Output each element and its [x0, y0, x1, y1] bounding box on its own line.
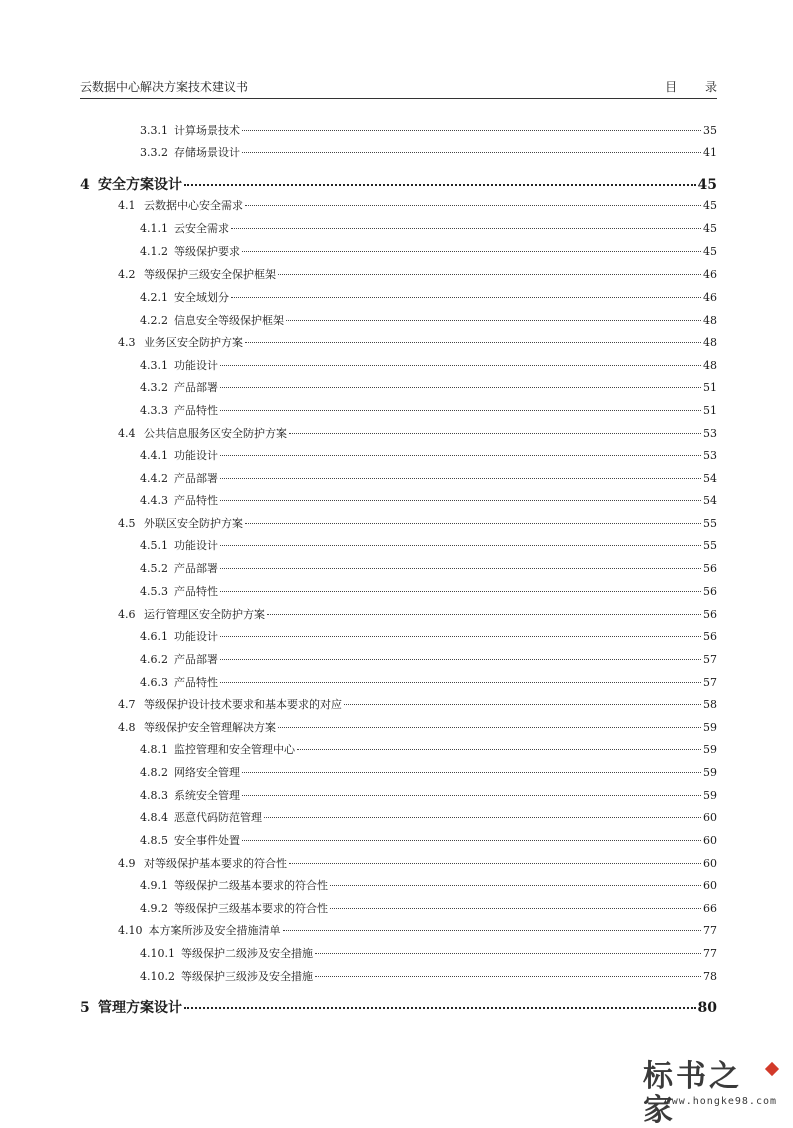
toc-entry-page: 48 — [703, 359, 717, 372]
toc-entry-page: 53 — [703, 427, 717, 440]
toc-dot-leader — [242, 130, 701, 131]
toc-entry-number: 4.8.4 — [140, 811, 168, 824]
toc-dot-leader — [297, 749, 701, 750]
toc-entry-number: 4.1 — [118, 199, 136, 212]
toc-entry-page: 54 — [703, 494, 717, 507]
toc-entry[interactable] — [140, 809, 717, 825]
toc-entry-number: 4.10 — [118, 924, 143, 937]
toc-dot-leader — [267, 614, 701, 615]
toc-entry-page: 48 — [703, 314, 717, 327]
toc-dot-leader — [220, 636, 701, 637]
toc-entry-number: 4.8.1 — [140, 743, 168, 756]
toc-entry-page: 55 — [703, 539, 717, 552]
toc-entry-title: 安全事件处置 — [174, 834, 240, 847]
toc-dot-leader — [231, 297, 701, 298]
toc-entry-title: 网络安全管理 — [174, 766, 240, 779]
toc-entry-title: 计算场景技术 — [174, 124, 240, 137]
toc-entry[interactable] — [140, 289, 717, 305]
toc-dot-leader — [330, 908, 701, 909]
toc-dot-leader — [283, 930, 702, 931]
toc-dot-leader — [242, 152, 701, 153]
toc-entry-page: 53 — [703, 449, 717, 462]
toc-entry-number: 4.6.3 — [140, 676, 168, 689]
toc-entry-page: 45 — [703, 245, 717, 258]
toc-entry-number: 4.1.2 — [140, 245, 168, 258]
toc-entry-page: 60 — [703, 811, 717, 824]
toc-entry[interactable] — [118, 855, 717, 871]
toc-entry-title: 公共信息服务区安全防护方案 — [144, 427, 287, 440]
toc-entry-number: 4 — [80, 177, 90, 193]
toc-entry-number: 4.6.2 — [140, 653, 168, 666]
toc-entry-title: 功能设计 — [174, 539, 218, 552]
toc-dot-leader — [231, 228, 701, 229]
toc-entry[interactable] — [118, 922, 717, 938]
toc-dot-leader — [184, 184, 696, 186]
toc-entry-title: 产品部署 — [174, 472, 218, 485]
toc-entry[interactable] — [140, 900, 717, 916]
toc-dot-leader — [220, 500, 701, 501]
toc-entry[interactable] — [140, 357, 717, 373]
toc-entry-page: 35 — [703, 124, 717, 137]
toc-entry-page: 41 — [703, 146, 717, 159]
toc-dot-leader — [184, 1007, 696, 1009]
toc-entry-number: 4.5.3 — [140, 585, 168, 598]
toc-entry-page: 77 — [703, 947, 717, 960]
toc-entry-title: 监控管理和安全管理中心 — [174, 743, 295, 756]
toc-dot-leader — [330, 885, 701, 886]
toc-entry-page: 60 — [703, 834, 717, 847]
toc-entry[interactable] — [140, 628, 717, 644]
toc-entry-title: 外联区安全防护方案 — [144, 517, 243, 530]
toc-entry[interactable] — [140, 741, 717, 757]
toc-entry-number: 4.7 — [118, 698, 136, 711]
toc-entry[interactable] — [140, 312, 717, 328]
toc-entry-number: 4.2 — [118, 268, 136, 281]
toc-dot-leader — [220, 478, 701, 479]
toc-entry-page: 57 — [703, 676, 717, 689]
toc-entry-title: 对等级保护基本要求的符合性 — [144, 857, 287, 870]
toc-entry[interactable] — [118, 334, 717, 350]
toc-dot-leader — [220, 387, 701, 388]
toc-dot-leader — [220, 410, 701, 411]
toc-entry-page: 55 — [703, 517, 717, 530]
toc-entry-page: 56 — [703, 630, 717, 643]
toc-entry-title: 等级保护三级安全保护框架 — [144, 268, 276, 281]
toc-entry-title: 本方案所涉及安全措施清单 — [148, 924, 281, 937]
toc-dot-leader — [245, 523, 701, 524]
toc-dot-leader — [242, 772, 701, 773]
toc-entry-title: 等级保护三级涉及安全措施 — [181, 970, 313, 983]
toc-entry-page: 60 — [703, 857, 717, 870]
toc-dot-leader — [220, 682, 701, 683]
toc-entry[interactable] — [140, 447, 717, 463]
toc-entry-title: 功能设计 — [174, 359, 218, 372]
toc-entry-number: 3.3.2 — [140, 146, 168, 159]
seal-icon — [765, 1062, 779, 1076]
toc-entry-number: 4.8 — [118, 721, 136, 734]
toc-dot-leader — [220, 659, 701, 660]
toc-entry-number: 4.2.2 — [140, 314, 168, 327]
toc-dot-leader — [245, 205, 701, 206]
toc-entry-title: 云数据中心安全需求 — [144, 199, 243, 212]
toc-entry[interactable] — [140, 243, 717, 259]
toc-entry-number: 5 — [80, 1000, 90, 1016]
toc-entry-number: 4.9 — [118, 857, 136, 870]
toc-entry-number: 4.8.2 — [140, 766, 168, 779]
toc-entry-number: 4.6 — [118, 608, 136, 621]
toc-entry-title: 产品部署 — [174, 381, 218, 394]
watermark-url: www.hongke98.com — [664, 1096, 777, 1107]
toc-entry-title: 功能设计 — [174, 449, 218, 462]
toc-entry-title: 功能设计 — [174, 630, 218, 643]
toc-entry-page: 59 — [703, 789, 717, 802]
toc-entry[interactable] — [140, 583, 717, 599]
toc-entry[interactable] — [118, 719, 717, 735]
toc-dot-leader — [286, 320, 701, 321]
toc-entry-number: 4.9.2 — [140, 902, 168, 915]
toc-dot-leader — [242, 840, 701, 841]
toc-entry-page: 78 — [703, 970, 717, 983]
toc-dot-leader — [315, 976, 701, 977]
toc-entry[interactable] — [140, 787, 717, 803]
toc-entry-number: 4.4.3 — [140, 494, 168, 507]
toc-entry-page: 45 — [703, 222, 717, 235]
toc-dot-leader — [278, 274, 701, 275]
toc-entry-page: 60 — [703, 879, 717, 892]
toc-entry-number: 4.6.1 — [140, 630, 168, 643]
toc-entry[interactable] — [140, 537, 717, 553]
toc-entry-page: 56 — [703, 562, 717, 575]
toc-entry-page: 56 — [703, 585, 717, 598]
toc-entry-title: 系统安全管理 — [174, 789, 240, 802]
toc-entry-page: 59 — [703, 766, 717, 779]
toc-entry-page: 46 — [703, 291, 717, 304]
document-title: 云数据中心解决方案技术建议书 — [80, 80, 249, 94]
toc-dot-leader — [220, 568, 701, 569]
toc-entry-page: 66 — [703, 902, 717, 915]
toc-entry[interactable] — [140, 492, 717, 508]
toc-dot-leader — [245, 342, 701, 343]
toc-entry-title: 运行管理区安全防护方案 — [144, 608, 265, 621]
toc-entry-number: 4.1.1 — [140, 222, 168, 235]
toc-entry-number: 4.5 — [118, 517, 136, 530]
watermark-logo — [643, 1059, 783, 1128]
toc-entry-title: 产品部署 — [174, 653, 218, 666]
toc-entry-number: 4.3 — [118, 336, 136, 349]
toc-entry-page: 58 — [703, 698, 717, 711]
toc-entry-title: 等级保护安全管理解决方案 — [144, 721, 276, 734]
toc-entry[interactable] — [118, 696, 717, 712]
toc-entry-number: 4.5.1 — [140, 539, 168, 552]
toc-dot-leader — [344, 704, 701, 705]
toc-dot-leader — [278, 727, 701, 728]
toc-entry-page: 54 — [703, 472, 717, 485]
toc-dot-leader — [264, 817, 701, 818]
toc-entry-page: 45 — [703, 199, 717, 212]
toc-entry[interactable] — [118, 197, 717, 213]
toc-entry-number: 4.2.1 — [140, 291, 168, 304]
toc-dot-leader — [289, 433, 701, 434]
toc-entry-title: 存储场景设计 — [174, 146, 240, 159]
toc-entry[interactable] — [118, 266, 717, 282]
toc-entry-number: 4.8.5 — [140, 834, 168, 847]
toc-entry[interactable] — [140, 968, 717, 984]
toc-entry[interactable] — [140, 402, 717, 418]
toc-entry[interactable] — [140, 122, 717, 138]
toc-dot-leader — [315, 953, 701, 954]
toc-entry-title: 管理方案设计 — [98, 1000, 182, 1016]
toc-entry-page: 57 — [703, 653, 717, 666]
toc-entry-title: 产品特性 — [174, 404, 218, 417]
toc-entry-title: 安全方案设计 — [98, 177, 182, 193]
toc-entry-page: 80 — [697, 1000, 717, 1016]
toc-entry-title: 等级保护二级基本要求的符合性 — [174, 879, 328, 892]
toc-entry-number: 4.3.2 — [140, 381, 168, 394]
toc-entry[interactable] — [140, 945, 717, 961]
toc-dot-leader — [220, 591, 701, 592]
toc-entry[interactable] — [140, 651, 717, 667]
toc-entry[interactable] — [140, 877, 717, 893]
toc-chapter-entry[interactable] — [80, 997, 717, 1017]
toc-entry-page: 45 — [697, 177, 717, 193]
toc-entry[interactable] — [118, 425, 717, 441]
page-header — [80, 80, 729, 99]
toc-entry[interactable] — [140, 379, 717, 395]
toc-entry-title: 云安全需求 — [174, 222, 229, 235]
toc-entry-title: 等级保护三级基本要求的符合性 — [174, 902, 328, 915]
toc-entry-page: 46 — [703, 268, 717, 281]
toc-entry-page: 51 — [703, 404, 717, 417]
toc-entry-title: 产品特性 — [174, 676, 218, 689]
toc-dot-leader — [289, 863, 701, 864]
toc-entry[interactable] — [140, 832, 717, 848]
toc-entry[interactable] — [118, 606, 717, 622]
toc-entry-page: 77 — [703, 924, 717, 937]
toc-entry-title: 安全域划分 — [174, 291, 229, 304]
toc-entry-number: 4.3.3 — [140, 404, 168, 417]
toc-entry-page: 48 — [703, 336, 717, 349]
toc-entry-title: 恶意代码防范管理 — [174, 811, 262, 824]
toc-entry-page: 51 — [703, 381, 717, 394]
toc-chapter-entry[interactable] — [80, 174, 717, 194]
toc-entry[interactable] — [140, 674, 717, 690]
toc-entry-number: 4.4.1 — [140, 449, 168, 462]
toc-entry-number: 3.3.1 — [140, 124, 168, 137]
toc-entry-title: 信息安全等级保护框架 — [174, 314, 284, 327]
toc-entry[interactable] — [140, 560, 717, 576]
toc-entry-page: 56 — [703, 608, 717, 621]
section-title: 目 录 — [665, 80, 729, 94]
toc-entry[interactable] — [140, 144, 717, 160]
toc-entry[interactable] — [118, 515, 717, 531]
toc-dot-leader — [220, 455, 701, 456]
toc-entry-title: 产品部署 — [174, 562, 218, 575]
toc-entry-number: 4.10.1 — [140, 947, 175, 960]
toc-entry-title: 等级保护设计技术要求和基本要求的对应 — [144, 698, 342, 711]
toc-entry-title: 产品特性 — [174, 494, 218, 507]
toc-entry[interactable] — [140, 220, 717, 236]
toc-entry[interactable] — [140, 470, 717, 486]
toc-entry-number: 4.3.1 — [140, 359, 168, 372]
toc-entry-number: 4.4 — [118, 427, 136, 440]
toc-entry-number: 4.4.2 — [140, 472, 168, 485]
toc-entry-number: 4.10.2 — [140, 970, 175, 983]
watermark-brand: 标书之家 — [643, 1059, 742, 1128]
toc-entry-number: 4.9.1 — [140, 879, 168, 892]
toc-entry[interactable] — [140, 764, 717, 780]
toc-entry-number: 4.5.2 — [140, 562, 168, 575]
toc-entry-title: 等级保护要求 — [174, 245, 240, 258]
toc-dot-leader — [220, 365, 701, 366]
toc-entry-number: 4.8.3 — [140, 789, 168, 802]
toc-entry-title: 产品特性 — [174, 585, 218, 598]
toc-entry-page: 59 — [703, 721, 717, 734]
toc-entry-page: 59 — [703, 743, 717, 756]
toc-dot-leader — [242, 251, 701, 252]
toc-entry-title: 等级保护二级涉及安全措施 — [181, 947, 313, 960]
toc-dot-leader — [220, 545, 701, 546]
toc-entry-title: 业务区安全防护方案 — [144, 336, 243, 349]
toc-dot-leader — [242, 795, 701, 796]
